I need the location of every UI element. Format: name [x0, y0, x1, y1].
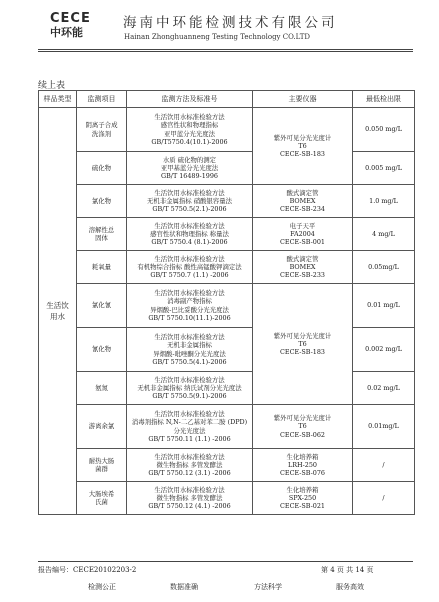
instrument-cell: 生化培养箱 SPX-250 CECE-SB-021 [253, 482, 353, 515]
table-row [39, 449, 415, 482]
header-divider-thin [38, 51, 413, 52]
table-row [39, 482, 415, 515]
item-cell: 耗氧量 [77, 251, 127, 284]
limit-cell: 0.05mg/L [353, 251, 415, 284]
limit-cell: 0.002 mg/L [353, 328, 415, 372]
item-cell: 硫化物 [77, 152, 127, 185]
table-row [39, 328, 415, 372]
company-name-cn: 海南中环能检测技术有限公司 [123, 15, 338, 31]
header-detection-limit: 最低检出限 [353, 91, 415, 108]
header-item: 监测项目 [77, 91, 127, 108]
footer-divider [38, 561, 413, 562]
instrument-cell: 紫外可见分光光度计 T6 CECE-SB-183 [253, 108, 353, 185]
limit-cell: 0.02 mg/L [353, 372, 415, 405]
instrument-cell: 生化培养箱 LRH-250 CECE-SB-076 [253, 449, 353, 482]
item-cell: 氯化氰 [77, 284, 127, 328]
item-cell: 氨氮 [77, 372, 127, 405]
continued-label: 续上表 [38, 81, 66, 91]
item-cell: 耐热大肠 菌群 [77, 449, 127, 482]
motto-1: 检测公正 [88, 583, 116, 591]
report-number: 报告编号：CECE20102203-2 [38, 566, 137, 574]
method-cell: 生活饮用水标准检验方法 无机非金属指标 硝酸银容量法 GB/T 5750.5(2.1)-2006 [127, 185, 253, 218]
method-cell: 生活饮用水标准检验方法 感官性状和物理指标 亚甲蓝分光光度法 GB/T5750.4(10.1)-2006 [127, 108, 253, 152]
motto-2: 数据准确 [170, 583, 198, 591]
limit-cell: 0.01 mg/L [353, 284, 415, 328]
method-cell: 生活饮用水标准检验方法 无机非金属指标 纳氏试剂分光光度法 GB/T 5750.5(9.1)-2006 [127, 372, 253, 405]
item-cell: 溶解性总 固体 [77, 218, 127, 251]
page-number: 第 4 页 共 14 页 [321, 566, 374, 574]
letterhead [0, 0, 439, 52]
limit-cell: 4 mg/L [353, 218, 415, 251]
limit-cell: 0.01mg/L [353, 405, 415, 449]
table-row [39, 108, 415, 152]
table-row [39, 251, 415, 284]
header-method: 监测方法及标准号 [127, 91, 253, 108]
motto-3: 方法科学 [254, 583, 282, 591]
instrument-cell: 酸式滴定管 BOMEX CECE-SB-233 [253, 251, 353, 284]
table-row [39, 152, 415, 185]
logo-text-en: CECE [50, 11, 91, 26]
method-cell: 生活饮用水标准检验方法 微生物指标 多管发酵法 GB/T 5750.12 (3.1) -2006 [127, 449, 253, 482]
table-header-row [39, 91, 415, 108]
item-cell: 氯化物 [77, 185, 127, 218]
limit-cell: 0.050 mg/L [353, 108, 415, 152]
motto-4: 服务高效 [336, 583, 364, 591]
table-row [39, 185, 415, 218]
instrument-cell: 紫外可见分光光度计 T6 CECE-SB-062 [253, 405, 353, 449]
logo-text-cn: 中环能 [50, 26, 83, 39]
limit-cell: / [353, 449, 415, 482]
method-cell: 生活饮用水标准检验方法 感官性状和物理指标 称量法 GB/T 5750.4 (8.1)-2006 [127, 218, 253, 251]
header-sample-type: 样品类型 [39, 91, 77, 108]
item-cell: 大肠埃希 氏菌 [77, 482, 127, 515]
instrument-cell: 电子天平 FA2004 CECE-SB-001 [253, 218, 353, 251]
method-cell: 生活饮用水标准检验方法 无机非金属指标 异烟酸-吡唑酮分光光度法 GB/T 5750.5(4.1)-2006 [127, 328, 253, 372]
instrument-cell: 紫外可见分光光度计 T6 CECE-SB-183 [253, 284, 353, 405]
item-cell: 游离余氯 [77, 405, 127, 449]
method-cell: 生活饮用水标准检验方法 微生物指标 多管发酵法 GB/T 5750.12 (4.1) -2006 [127, 482, 253, 515]
table-row [39, 372, 415, 405]
item-cell: 阴离子合成 洗涤剂 [77, 108, 127, 152]
method-cell: 生活饮用水标准检验方法 消毒剂指标 N,N-二乙基对苯二胺 (DPD) 分光光度法 GB/T 5750.11 (1.1) -2006 [127, 405, 253, 449]
method-cell: 生活饮用水标准检验方法 有机物综合指标 酸性高锰酸钾滴定法 GB/T 5750.7 (1.1) -2006 [127, 251, 253, 284]
limit-cell: 1.0 mg/L [353, 185, 415, 218]
header-divider [38, 49, 413, 50]
method-cell: 水质 硫化物的测定 亚甲基蓝分光光度法 GB/T 16489-1996 [127, 152, 253, 185]
table-row [39, 284, 415, 328]
company-name-en: Hainan Zhonghuanneng Testing Technology CO.LTD [124, 33, 310, 41]
instrument-cell: 酸式滴定管 BOMEX CECE-SB-234 [253, 185, 353, 218]
table-row [39, 218, 415, 251]
table-row [39, 405, 415, 449]
header-instrument: 主要仪器 [253, 91, 353, 108]
company-logo [50, 12, 106, 46]
limit-cell: / [353, 482, 415, 515]
limit-cell: 0.005 mg/L [353, 152, 415, 185]
item-cell: 氰化物 [77, 328, 127, 372]
sample-type-cell: 生活饮 用水 [39, 108, 77, 515]
test-method-table [38, 90, 415, 515]
method-cell: 生活饮用水标准检验方法 消毒副产物指标 异烟酸-巴比妥酸分光光度法 GB/T 5750.10(11.1)-2006 [127, 284, 253, 328]
